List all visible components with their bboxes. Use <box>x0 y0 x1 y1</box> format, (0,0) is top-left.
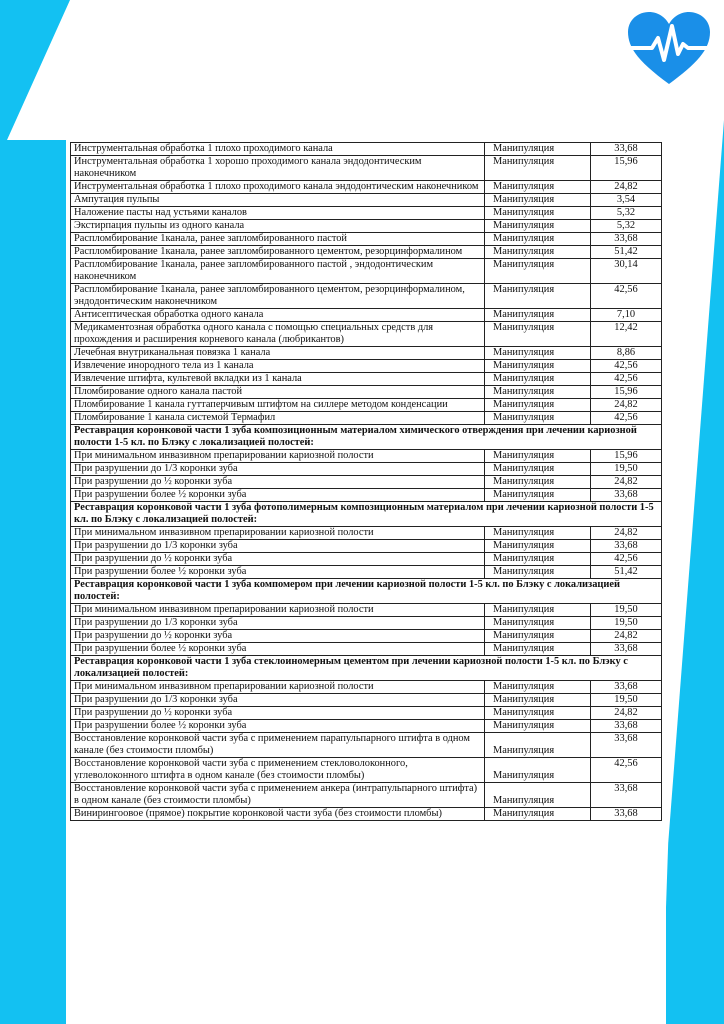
price-cell: 15,96 <box>591 156 662 181</box>
service-name: Восстановление коронковой части зуба с применением стекловолоконного, углеволоконного штифта в одном канале (без стоимости пломбы) <box>71 758 485 783</box>
price-cell: 51,42 <box>591 566 662 579</box>
table-row <box>71 463 662 476</box>
price-cell: 24,82 <box>591 707 662 720</box>
table-row <box>71 489 662 502</box>
service-name: Извлечение штифта, культевой вкладки из 1 канала <box>71 373 485 386</box>
price-cell: 8,86 <box>591 347 662 360</box>
table-row <box>71 412 662 425</box>
price-cell: 42,56 <box>591 553 662 566</box>
service-name: Восстановление коронковой части зуба с применением анкера (интрапульпарного штифта) в одном канале (без стоимости пломбы) <box>71 783 485 808</box>
price-cell: 19,50 <box>591 694 662 707</box>
service-name: Распломбирование 1канала, ранее запломбированного пастой <box>71 233 485 246</box>
table-row <box>71 566 662 579</box>
table-row <box>71 233 662 246</box>
table-row <box>71 758 662 783</box>
unit-cell: Манипуляция <box>485 694 591 707</box>
table-row <box>71 259 662 284</box>
price-cell: 33,68 <box>591 783 662 808</box>
table-row <box>71 322 662 347</box>
table-row <box>71 309 662 322</box>
price-cell: 24,82 <box>591 527 662 540</box>
service-name: Медикаментозная обработка одного канала с помощью специальных средств для прохождения и расширения корневого канала (любрикантов) <box>71 322 485 347</box>
price-cell: 33,68 <box>591 733 662 758</box>
price-cell: 51,42 <box>591 246 662 259</box>
price-cell: 42,56 <box>591 284 662 309</box>
unit-cell: Манипуляция <box>485 156 591 181</box>
service-name: При разрушении до ½ коронки зуба <box>71 553 485 566</box>
table-row <box>71 553 662 566</box>
table-row <box>71 181 662 194</box>
unit-cell: Манипуляция <box>485 259 591 284</box>
service-name: При разрушении более ½ коронки зуба <box>71 720 485 733</box>
section-title: Реставрация коронковой части 1 зуба компомером при лечении кариозной полости 1-5 кл. по Блэку с локализацией полостей: <box>71 579 662 604</box>
unit-cell: Манипуляция <box>485 309 591 322</box>
price-cell: 5,32 <box>591 207 662 220</box>
unit-cell: Манипуляция <box>485 707 591 720</box>
unit-cell: Манипуляция <box>485 322 591 347</box>
decorative-stripe-right <box>662 120 724 1024</box>
service-name: Пломбирование одного канала пастой <box>71 386 485 399</box>
unit-cell: Манипуляция <box>485 207 591 220</box>
table-row <box>71 246 662 259</box>
table-row <box>71 783 662 808</box>
service-name: Распломбирование 1канала, ранее запломбированного пастой , эндодонтическим наконечником <box>71 259 485 284</box>
service-name: При разрушении до 1/3 коронки зуба <box>71 463 485 476</box>
unit-cell: Манипуляция <box>485 181 591 194</box>
price-cell: 15,96 <box>591 450 662 463</box>
section-header-row <box>71 425 662 450</box>
price-cell: 7,10 <box>591 309 662 322</box>
table-row <box>71 630 662 643</box>
service-name: Инструментальная обработка 1 плохо проходимого канала <box>71 143 485 156</box>
unit-cell: Манипуляция <box>485 220 591 233</box>
service-name: Винирингоовое (прямое) покрытие коронковой части зуба (без стоимости пломбы) <box>71 808 485 821</box>
unit-cell: Манипуляция <box>485 540 591 553</box>
section-header-row <box>71 579 662 604</box>
service-name: При разрушении до ½ коронки зуба <box>71 707 485 720</box>
price-cell: 33,68 <box>591 681 662 694</box>
table-row <box>71 194 662 207</box>
unit-cell: Манипуляция <box>485 527 591 540</box>
price-cell: 30,14 <box>591 259 662 284</box>
unit-cell: Манипуляция <box>485 399 591 412</box>
unit-cell: Манипуляция <box>485 284 591 309</box>
service-name: При минимальном инвазивном препарировании кариозной полости <box>71 527 485 540</box>
service-name: Пломбирование 1 канала системой Термафил <box>71 412 485 425</box>
unit-cell: Манипуляция <box>485 476 591 489</box>
section-title: Реставрация коронковой части 1 зуба композиционным материалом химического отверждения при лечении кариозной полости 1-5 кл. по Блэку с локализацией полостей: <box>71 425 662 450</box>
price-cell: 19,50 <box>591 604 662 617</box>
table-row <box>71 604 662 617</box>
table-row <box>71 284 662 309</box>
unit-cell: Манипуляция <box>485 643 591 656</box>
unit-cell: Манипуляция <box>485 450 591 463</box>
unit-cell: Манипуляция <box>485 143 591 156</box>
service-name: При разрушении до ½ коронки зуба <box>71 476 485 489</box>
service-name: При минимальном инвазивном препарировании кариозной полости <box>71 604 485 617</box>
service-name: При разрушении более ½ коронки зуба <box>71 566 485 579</box>
price-cell: 42,56 <box>591 373 662 386</box>
service-name: При разрушении более ½ коронки зуба <box>71 643 485 656</box>
section-title: Реставрация коронковой части 1 зуба фотополимерным композиционным материалом при лечении кариозной полости 1-5 кл. по Блэку с локализацией полостей: <box>71 502 662 527</box>
unit-cell: Манипуляция <box>485 617 591 630</box>
unit-cell: Манипуляция <box>485 347 591 360</box>
table-row <box>71 399 662 412</box>
service-name: Пломбирование 1 канала гуттаперчивым штифтом на силлере методом конденсации <box>71 399 485 412</box>
table-row <box>71 207 662 220</box>
service-name: Восстановление коронковой части зуба с применением парапульпарного штифта в одном канале (без стоимости пломбы) <box>71 733 485 758</box>
unit-cell: Манипуляция <box>485 630 591 643</box>
unit-cell: Манипуляция <box>485 681 591 694</box>
unit-cell: Манипуляция <box>485 412 591 425</box>
price-cell: 42,56 <box>591 412 662 425</box>
table-row <box>71 681 662 694</box>
price-cell: 33,68 <box>591 540 662 553</box>
price-cell: 24,82 <box>591 476 662 489</box>
unit-cell: Манипуляция <box>485 386 591 399</box>
table-row <box>71 808 662 821</box>
price-cell: 33,68 <box>591 143 662 156</box>
table-row <box>71 527 662 540</box>
price-cell: 33,68 <box>591 720 662 733</box>
table-row <box>71 347 662 360</box>
service-name: При минимальном инвазивном препарировании кариозной полости <box>71 681 485 694</box>
section-title: Реставрация коронковой части 1 зуба стеклоиномерным цементом при лечении кариозной полости 1-5 кл. по Блэку с локализацией полостей: <box>71 656 662 681</box>
table-row <box>71 156 662 181</box>
unit-cell: Манипуляция <box>485 758 591 783</box>
table-row <box>71 707 662 720</box>
unit-cell: Манипуляция <box>485 194 591 207</box>
price-cell: 19,50 <box>591 463 662 476</box>
service-name: Наложение пасты над устьями каналов <box>71 207 485 220</box>
price-cell: 33,68 <box>591 233 662 246</box>
service-name: При разрушении до ½ коронки зуба <box>71 630 485 643</box>
unit-cell: Манипуляция <box>485 246 591 259</box>
unit-cell: Манипуляция <box>485 489 591 502</box>
table-row <box>71 386 662 399</box>
table-row <box>71 733 662 758</box>
table-row <box>71 643 662 656</box>
price-table <box>70 142 662 821</box>
table-row <box>71 220 662 233</box>
service-name: При разрушении до 1/3 коронки зуба <box>71 694 485 707</box>
unit-cell: Манипуляция <box>485 373 591 386</box>
service-name: Экстирпация пульпы из одного канала <box>71 220 485 233</box>
service-name: Лечебная внутриканальная повязка 1 канала <box>71 347 485 360</box>
unit-cell: Манипуляция <box>485 783 591 808</box>
price-cell: 5,32 <box>591 220 662 233</box>
service-name: При разрушении более ½ коронки зуба <box>71 489 485 502</box>
price-cell: 42,56 <box>591 360 662 373</box>
price-cell: 24,82 <box>591 181 662 194</box>
table-row <box>71 360 662 373</box>
unit-cell: Манипуляция <box>485 566 591 579</box>
table-row <box>71 373 662 386</box>
section-header-row <box>71 502 662 527</box>
decorative-stripe-left <box>0 140 70 1024</box>
table-row <box>71 143 662 156</box>
unit-cell: Манипуляция <box>485 553 591 566</box>
service-name: Антисептическая обработка одного канала <box>71 309 485 322</box>
table-row <box>71 450 662 463</box>
table-row <box>71 617 662 630</box>
unit-cell: Манипуляция <box>485 808 591 821</box>
decorative-stripe-left-top <box>0 0 70 140</box>
service-name: Извлечение инородного тела из 1 канала <box>71 360 485 373</box>
price-cell: 33,68 <box>591 489 662 502</box>
unit-cell: Манипуляция <box>485 604 591 617</box>
price-cell: 42,56 <box>591 758 662 783</box>
table-row <box>71 720 662 733</box>
section-header-row <box>71 656 662 681</box>
price-cell: 33,68 <box>591 808 662 821</box>
unit-cell: Манипуляция <box>485 360 591 373</box>
unit-cell: Манипуляция <box>485 463 591 476</box>
service-name: Распломбирование 1канала, ранее запломбированного цементом, резорцинформалином, эндодонтическим наконечником <box>71 284 485 309</box>
table-row <box>71 476 662 489</box>
unit-cell: Манипуляция <box>485 720 591 733</box>
unit-cell: Манипуляция <box>485 233 591 246</box>
service-name: Распломбирование 1канала, ранее запломбированного цементом, резорцинформалином <box>71 246 485 259</box>
price-cell: 12,42 <box>591 322 662 347</box>
table-row <box>71 540 662 553</box>
service-name: Инструментальная обработка 1 хорошо проходимого канала эндодонтическим наконечником <box>71 156 485 181</box>
price-cell: 24,82 <box>591 399 662 412</box>
heart-pulse-icon <box>622 8 716 88</box>
service-name: Инструментальная обработка 1 плохо проходимого канала эндодонтическим наконечником <box>71 181 485 194</box>
unit-cell: Манипуляция <box>485 733 591 758</box>
service-name: При разрушении до 1/3 коронки зуба <box>71 617 485 630</box>
price-cell: 19,50 <box>591 617 662 630</box>
table-row <box>71 694 662 707</box>
service-name: Ампутация пульпы <box>71 194 485 207</box>
price-cell: 15,96 <box>591 386 662 399</box>
price-cell: 24,82 <box>591 630 662 643</box>
price-cell: 3,54 <box>591 194 662 207</box>
service-name: При разрушении до 1/3 коронки зуба <box>71 540 485 553</box>
service-name: При минимальном инвазивном препарировании кариозной полости <box>71 450 485 463</box>
price-cell: 33,68 <box>591 643 662 656</box>
